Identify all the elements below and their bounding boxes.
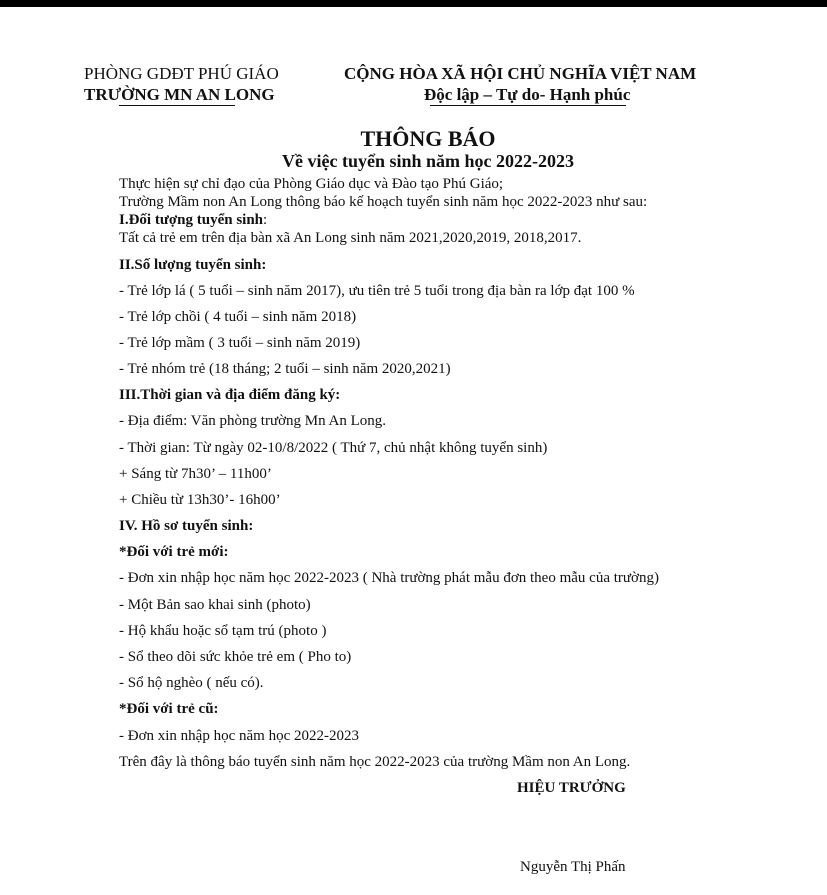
list-item: - Một Bản sao khai sinh (photo) [119, 597, 311, 613]
section-1-body: Tất cả trẻ em trên địa bàn xã An Long sinh năm 2021,2020,2019, 2018,2017. [119, 230, 582, 246]
school-name-underline [119, 105, 235, 106]
intro-line: Thực hiện sự chỉ đạo của Phòng Giáo dục và Đào tạo Phú Giáo; [119, 176, 504, 192]
list-item: - Sổ theo dõi sức khỏe trẻ em ( Pho to) [119, 649, 352, 665]
section-4-heading: IV. Hồ sơ tuyển sinh: [119, 518, 254, 534]
list-item: - Thời gian: Từ ngày 02-10/8/2022 ( Thứ 7, chủ nhật không tuyển sinh) [119, 440, 548, 456]
document-title: THÔNG BÁO [360, 126, 496, 151]
section-2-heading: II.Số lượng tuyển sinh: [119, 257, 267, 273]
motto-underline [430, 105, 626, 106]
list-item: - Trẻ lớp mầm ( 3 tuổi – sinh năm 2019) [119, 335, 361, 351]
closing-statement: Trên đây là thông báo tuyển sinh năm học 2022-2023 của trường Mầm non An Long. [119, 754, 631, 770]
list-item: - Trẻ nhóm trẻ (18 tháng; 2 tuổi – sinh năm 2020,2021) [119, 361, 451, 377]
intro-line: Trường Mầm non An Long thông báo kế hoạch tuyển sinh năm học 2022-2023 như sau: [119, 194, 648, 210]
document-subtitle: Về việc tuyển sinh năm học 2022-2023 [282, 151, 574, 171]
school-name: TRƯỜNG MN AN LONG [84, 85, 275, 104]
section-1-heading-text: I.Đối tượng tuyển sinh [119, 212, 264, 228]
signature-name: Nguyễn Thị Phấn [520, 859, 626, 875]
signature-role: HIỆU TRƯỞNG [517, 780, 626, 796]
list-item: - Đơn xin nhập học năm học 2022-2023 ( Nhà trường phát mẫu đơn theo mẫu của trường) [119, 570, 659, 586]
list-item: + Sáng từ 7h30’ – 11h00’ [119, 466, 272, 482]
department-name: PHÒNG GDĐT PHÚ GIÁO [84, 64, 279, 83]
list-item: - Hộ khẩu hoặc sổ tạm trú (photo ) [119, 623, 327, 639]
list-item: - Sổ hộ nghèo ( nếu có). [119, 675, 264, 691]
country-name: CỘNG HÒA XÃ HỘI CHỦ NGHĨA VIỆT NAM [344, 64, 697, 83]
list-item: - Trẻ lớp lá ( 5 tuổi – sinh năm 2017), ưu tiên trẻ 5 tuổi trong địa bàn ra lớp đạt 100 % [119, 283, 635, 299]
old-children-heading: *Đối với trẻ cũ: [119, 701, 219, 717]
list-item: - Đơn xin nhập học năm học 2022-2023 [119, 728, 359, 744]
section-3-heading: III.Thời gian và địa điểm đăng ký: [119, 387, 341, 403]
list-item: - Địa điểm: Văn phòng trường Mn An Long. [119, 413, 387, 429]
list-item: + Chiều từ 13h30’- 16h00’ [119, 492, 281, 508]
top-border [0, 0, 827, 7]
section-1-heading [119, 212, 267, 229]
list-item: - Trẻ lớp chồi ( 4 tuổi – sinh năm 2018) [119, 309, 357, 325]
new-children-heading: *Đối với trẻ mới: [119, 544, 229, 560]
section-1-heading-colon: : [263, 212, 268, 228]
national-motto: Độc lập – Tự do- Hạnh phúc [424, 85, 631, 104]
